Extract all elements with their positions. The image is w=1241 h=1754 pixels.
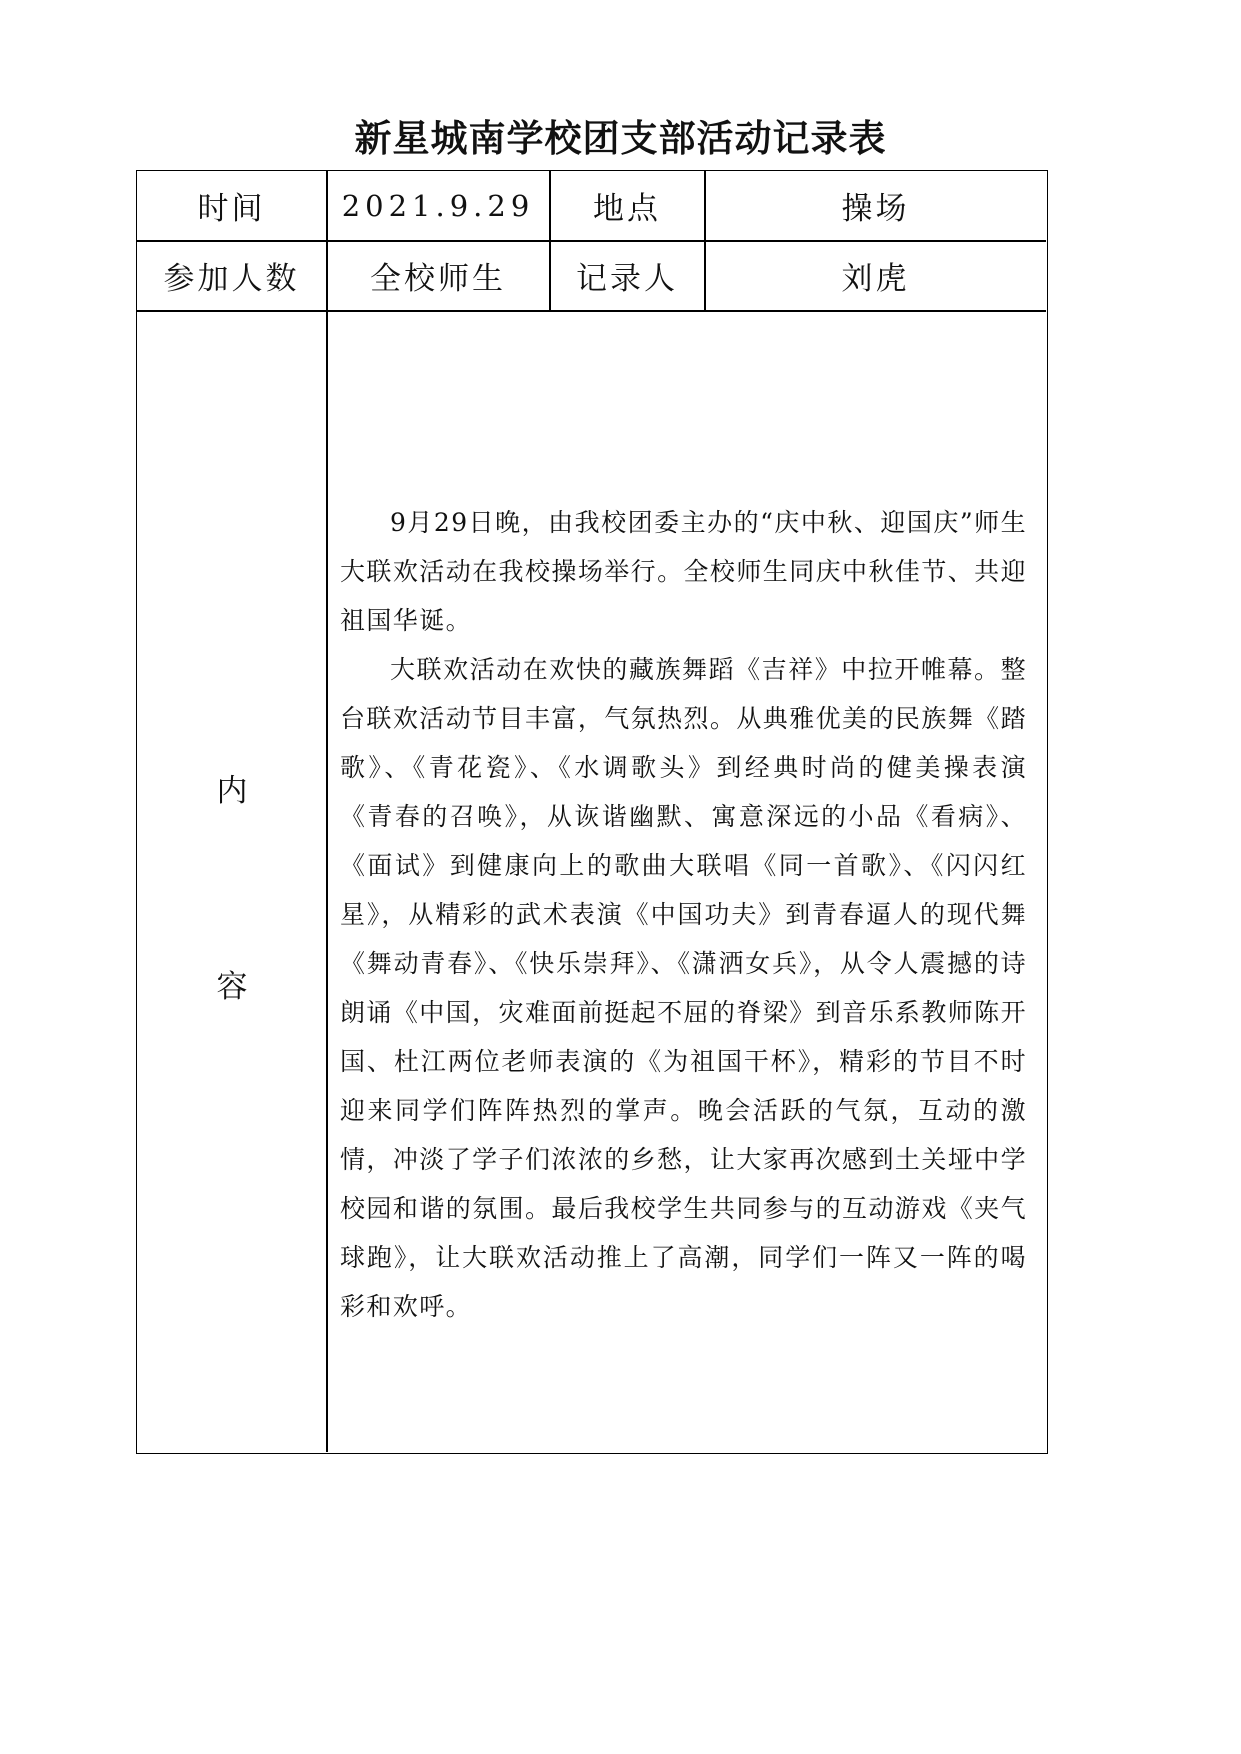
recorder-value: 刘虎: [841, 261, 910, 297]
column-divider-1: [326, 171, 328, 1452]
content-label-bottom: 容: [216, 969, 248, 1005]
document-title: 新星城南学校团支部活动记录表: [354, 116, 887, 160]
place-label: 地点: [593, 191, 661, 227]
participants-label: 参加人数: [163, 261, 300, 297]
row-divider-2: [137, 310, 1046, 312]
time-value: 2021.9.29: [341, 188, 535, 223]
recorder-label: 记录人: [576, 261, 678, 297]
content-label-top: 内: [216, 773, 248, 809]
participants-value: 全校师生: [370, 261, 506, 297]
content-paragraph-2: 大联欢活动在欢快的藏族舞蹈《吉祥》中拉开帷幕。整台联欢活动节目丰富，气氛热烈。从典雅优美的民族舞《踏歌》、《青花瓷》、《水调歌头》到经典时尚的健美操表演《青春的召唤》，从诙谐幽默、寓意深远的小品《看病》、《面试》到健康向上的歌曲大联唱《同一首歌》、《闪闪红星》，从精彩的武术表演《中国功夫》到青春逼人的现代舞《舞动青春》、《快乐崇拜》、《潇洒女兵》，从令人震撼的诗朗诵《中国，灾难面前挺起不屈的脊梁》到音乐系教师陈开国、杜江两位老师表演的《为祖国干杯》，精彩的节目不时迎来同学们阵阵热烈的掌声。晚会活跃的气氛，互动的激情，冲淡了学子们浓浓的乡愁，让大家再次感到土关垭中学校园和谐的氛围。最后我校学生共同参与的互动游戏《夹气球跑》，让大联欢活动推上了高潮，同学们一阵又一阵的喝彩和欢呼。: [340, 655, 1027, 1321]
activity-content: [340, 498, 1027, 1331]
time-label: 时间: [197, 191, 266, 227]
place-value: 操场: [841, 191, 910, 227]
content-paragraph-1: 9月29日晚，由我校团委主办的“庆中秋、迎国庆”师生大联欢活动在我校操场举行。全校师生同庆中秋佳节、共迎祖国华诞。: [340, 508, 1027, 635]
